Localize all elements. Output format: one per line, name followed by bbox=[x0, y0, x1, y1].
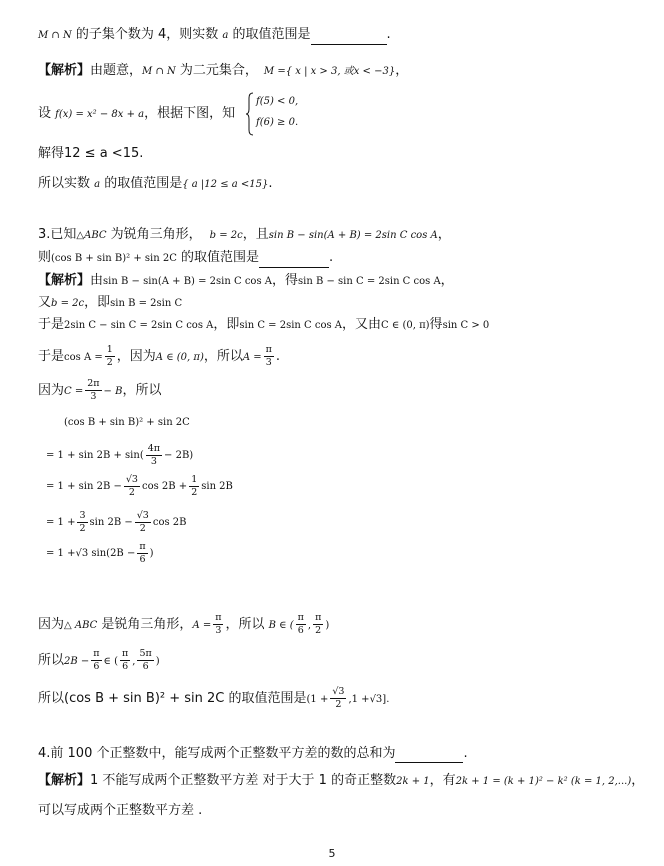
fraction: $\frac{4\pi}{3}$ bbox=[147, 443, 161, 467]
fraction: $\frac{3}{2}$ bbox=[79, 510, 86, 534]
derivation-line-0: (cos B + sin B)² + sin 2C bbox=[64, 417, 190, 428]
system-line-2: f(6) ≥ 0. bbox=[256, 117, 299, 128]
fraction: $\frac{\pi}{3}$ bbox=[215, 612, 222, 636]
brace-icon bbox=[246, 92, 254, 136]
answer-blank bbox=[395, 762, 463, 763]
p3-question-line1: 3.已知△ABC 为锐角三角形， b = 2c，且sin B − sin(A + B) = 2sin C cos A， bbox=[38, 227, 451, 242]
fraction: $\frac{1}{2}$ bbox=[106, 344, 113, 368]
p3-solution-line1: 【解析】由sin B − sin(A + B) = 2sin C cos A，得sin B − sin C = 2sin C cos A， bbox=[38, 273, 454, 288]
p3-conclusion-line1: 因为△ ABC 是锐角三角形，A = $\frac{\pi}{3}$ ，所以 B ∈ ( $\frac{\pi}{6}$ , $\frac{\pi}{2}$ ) bbox=[38, 612, 330, 636]
p4-solution-line1: 【解析】1 不能写成两个正整数平方差 对于大于 1 的奇正整数2k + 1，有2k + 1 = (k + 1)² − k² (k = 1, 2,...)， bbox=[38, 773, 645, 788]
fraction: $\frac{\pi}{6}$ bbox=[122, 648, 129, 672]
p2-solution-line4: 所以实数 a 的取值范围是{ a |12 ≤ a <15}. bbox=[38, 176, 273, 191]
derivation-line-3: = 1 + $\frac{3}{2}$ sin 2B − $\frac{√3}{2}$ cos 2B bbox=[46, 510, 187, 534]
math-expr: M ∩ N bbox=[38, 30, 72, 41]
p3-solution-line4: 于是cos A = $\frac{1}{2}$ ，因为A ∈ (0, π)，所以A = $\frac{\pi}{3}$ . bbox=[38, 344, 281, 368]
fraction: $\frac{√3}{2}$ bbox=[136, 510, 149, 534]
solution-label: 【解析】 bbox=[38, 63, 91, 78]
answer-blank bbox=[311, 44, 387, 45]
fraction: $\frac{√3}{2}$ bbox=[332, 686, 345, 710]
p2-solution-line2: 设 f(x) = x² − 8x + a，根据下图，知 bbox=[38, 106, 236, 121]
p3-solution-line2: 又b = 2c，即sin B = 2sin C bbox=[38, 295, 183, 310]
p3-question-line2: 则(cos B + sin B)² + sin 2C 的取值范围是 . bbox=[38, 249, 333, 268]
system-line-1: f(5) < 0, bbox=[256, 96, 299, 107]
derivation-line-4: = 1 +√3 sin(2B − $\frac{\pi}{6}$ ) bbox=[46, 541, 154, 565]
fraction: $\frac{\pi}{6}$ bbox=[297, 612, 304, 636]
fraction: $\frac{\pi}{6}$ bbox=[93, 648, 100, 672]
p3-conclusion-line2: 所以2B − $\frac{\pi}{6}$ ∈ ( $\frac{\pi}{6}$ , $\frac{5\pi}{6}$ ) bbox=[38, 648, 160, 672]
p3-solution-line5: 因为C = $\frac{2\pi}{3}$ − B，所以 bbox=[38, 378, 162, 402]
solution-label: 【解析】 bbox=[38, 773, 91, 788]
fraction: $\frac{1}{2}$ bbox=[191, 474, 198, 498]
derivation-line-1: = 1 + sin 2B + sin( $\frac{4\pi}{3}$ − 2B) bbox=[46, 443, 194, 467]
derivation-line-2: = 1 + sin 2B − $\frac{√3}{2}$ cos 2B + $\frac{1}{2}$ sin 2B bbox=[46, 474, 233, 498]
fraction: $\frac{\pi}{2}$ bbox=[315, 612, 322, 636]
fraction: $\frac{\pi}{6}$ bbox=[139, 541, 146, 565]
p4-question: 4.前 100 个正整数中，能写成两个正整数平方差的数的总和为 . bbox=[38, 746, 468, 761]
p4-solution-line2: 可以写成两个正整数平方差 . bbox=[38, 803, 203, 818]
fraction: $\frac{√3}{2}$ bbox=[125, 474, 138, 498]
p3-conclusion-line3: 所以(cos B + sin B)² + sin 2C 的取值范围是(1 + $\frac{√3}{2}$ ,1 +√3]. bbox=[38, 686, 390, 710]
fraction: $\frac{5\pi}{6}$ bbox=[139, 648, 152, 672]
p2-question-tail: M ∩ N 的子集个数为 4，则实数 a 的取值范围是 . bbox=[38, 26, 391, 45]
fraction: $\frac{\pi}{3}$ bbox=[265, 344, 272, 368]
solution-label: 【解析】 bbox=[38, 273, 91, 288]
answer-blank bbox=[259, 267, 329, 268]
page-number: 5 bbox=[328, 847, 336, 860]
p2-solution-line1: 【解析】由题意，M ∩ N 为二元集合， M ={ x | x > 3, 或x < −3}， bbox=[38, 63, 409, 78]
fraction: $\frac{2\pi}{3}$ bbox=[87, 378, 100, 402]
p3-solution-line3: 于是2sin C − sin C = 2sin C cos A，即sin C = 2sin C cos A，又由C ∈ (0, π)得sin C > 0 bbox=[38, 317, 490, 332]
p2-solution-line3: 解得12 ≤ a <15. bbox=[38, 146, 144, 161]
